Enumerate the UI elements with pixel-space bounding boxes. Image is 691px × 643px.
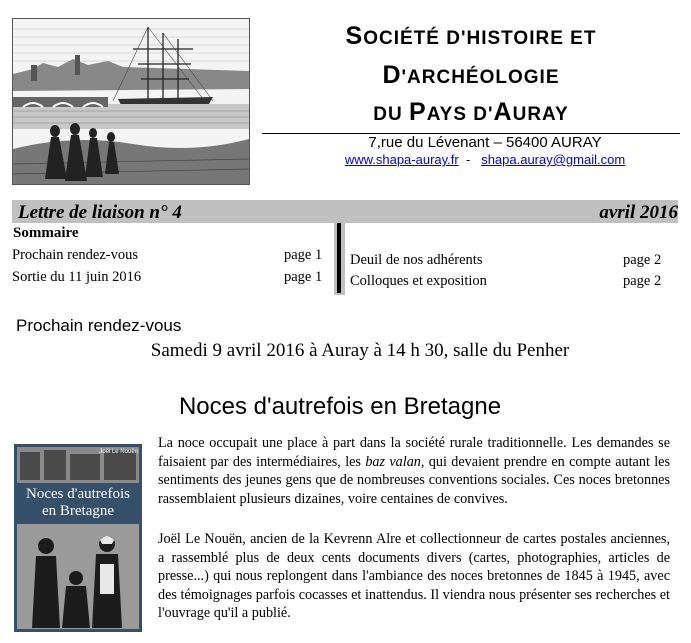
book-cover-art	[14, 444, 142, 632]
article-paragraph-2: Joël Le Nouën, ancien de la Kevrenn Alre et collectionneur de cartes postales anciennes, a rassemblé plus de deux cents documents divers (cartes, photographies, articles de presse...) qui nous replongent dans l'ambiance des noces bretonnes de 1845 à 1945, avec des témoignages parfois cocasses et inattendus. Il viendra nous présenter ses recherches et l'ouvrage qu'il a publié.	[158, 531, 670, 622]
book-cover-image	[14, 444, 142, 632]
rendezvous-detail: Samedi 9 avril 2016 à Auray à 14 h 30, salle du Penher	[150, 340, 570, 361]
toc-item-title: Sortie du 11 juin 2016	[12, 269, 142, 285]
toc-item-title: Prochain rendez-vous	[12, 247, 139, 263]
toc-item-page: page 2	[623, 252, 662, 268]
sommaire-heading: Sommaire	[13, 225, 79, 241]
title-line-1: SOCIÉTÉ D'HISTOIRE ET	[345, 22, 597, 50]
title-line-2: D'ARCHÉOLOGIE	[382, 61, 560, 89]
website-link[interactable]: www.shapa-auray.fr	[344, 152, 459, 167]
title-line-3: DU PAYS D'AURAY	[373, 98, 569, 126]
rendezvous-heading: Prochain rendez-vous	[16, 316, 182, 335]
email-link[interactable]: shapa.auray@gmail.com	[481, 152, 626, 167]
toc-item-page: page 1	[284, 247, 323, 263]
harbor-engraving-illustration	[12, 18, 250, 185]
toc-item-page: page 1	[284, 269, 323, 285]
contact-links	[300, 152, 670, 167]
newsletter-date: avril 2016	[599, 202, 678, 223]
link-separator: -	[465, 152, 471, 167]
newsletter-label: Lettre de liaison n° 4	[18, 202, 182, 223]
toc-item-page: page 2	[623, 273, 662, 289]
toc-item-title: Deuil de nos adhérents	[350, 252, 483, 268]
article-paragraph-1: La noce occupait une place à part dans la société rurale traditionnelle. Les demandes se faisaient par des intermédiaires, les baz valan, qui devaient prendre en compte autant les sentiments des jeunes gens que de nombreuses conventions sociales. Ces noces bretonnes rassemblaient plusieurs dizaines, voire centaines de convives.	[158, 435, 671, 507]
book-cover-author: Joël Le Nouën	[99, 449, 138, 455]
article-title: Noces d'autrefois en Bretagne	[178, 393, 502, 420]
engraving-svg	[13, 19, 249, 184]
toc-item-title: Colloques et exposition	[350, 273, 487, 289]
book-cover-title: Noces d'autrefois en Bretagne	[26, 486, 130, 519]
society-address: 7,rue du Lévenant – 56400 AURAY	[368, 134, 602, 151]
toc-divider	[337, 223, 341, 293]
